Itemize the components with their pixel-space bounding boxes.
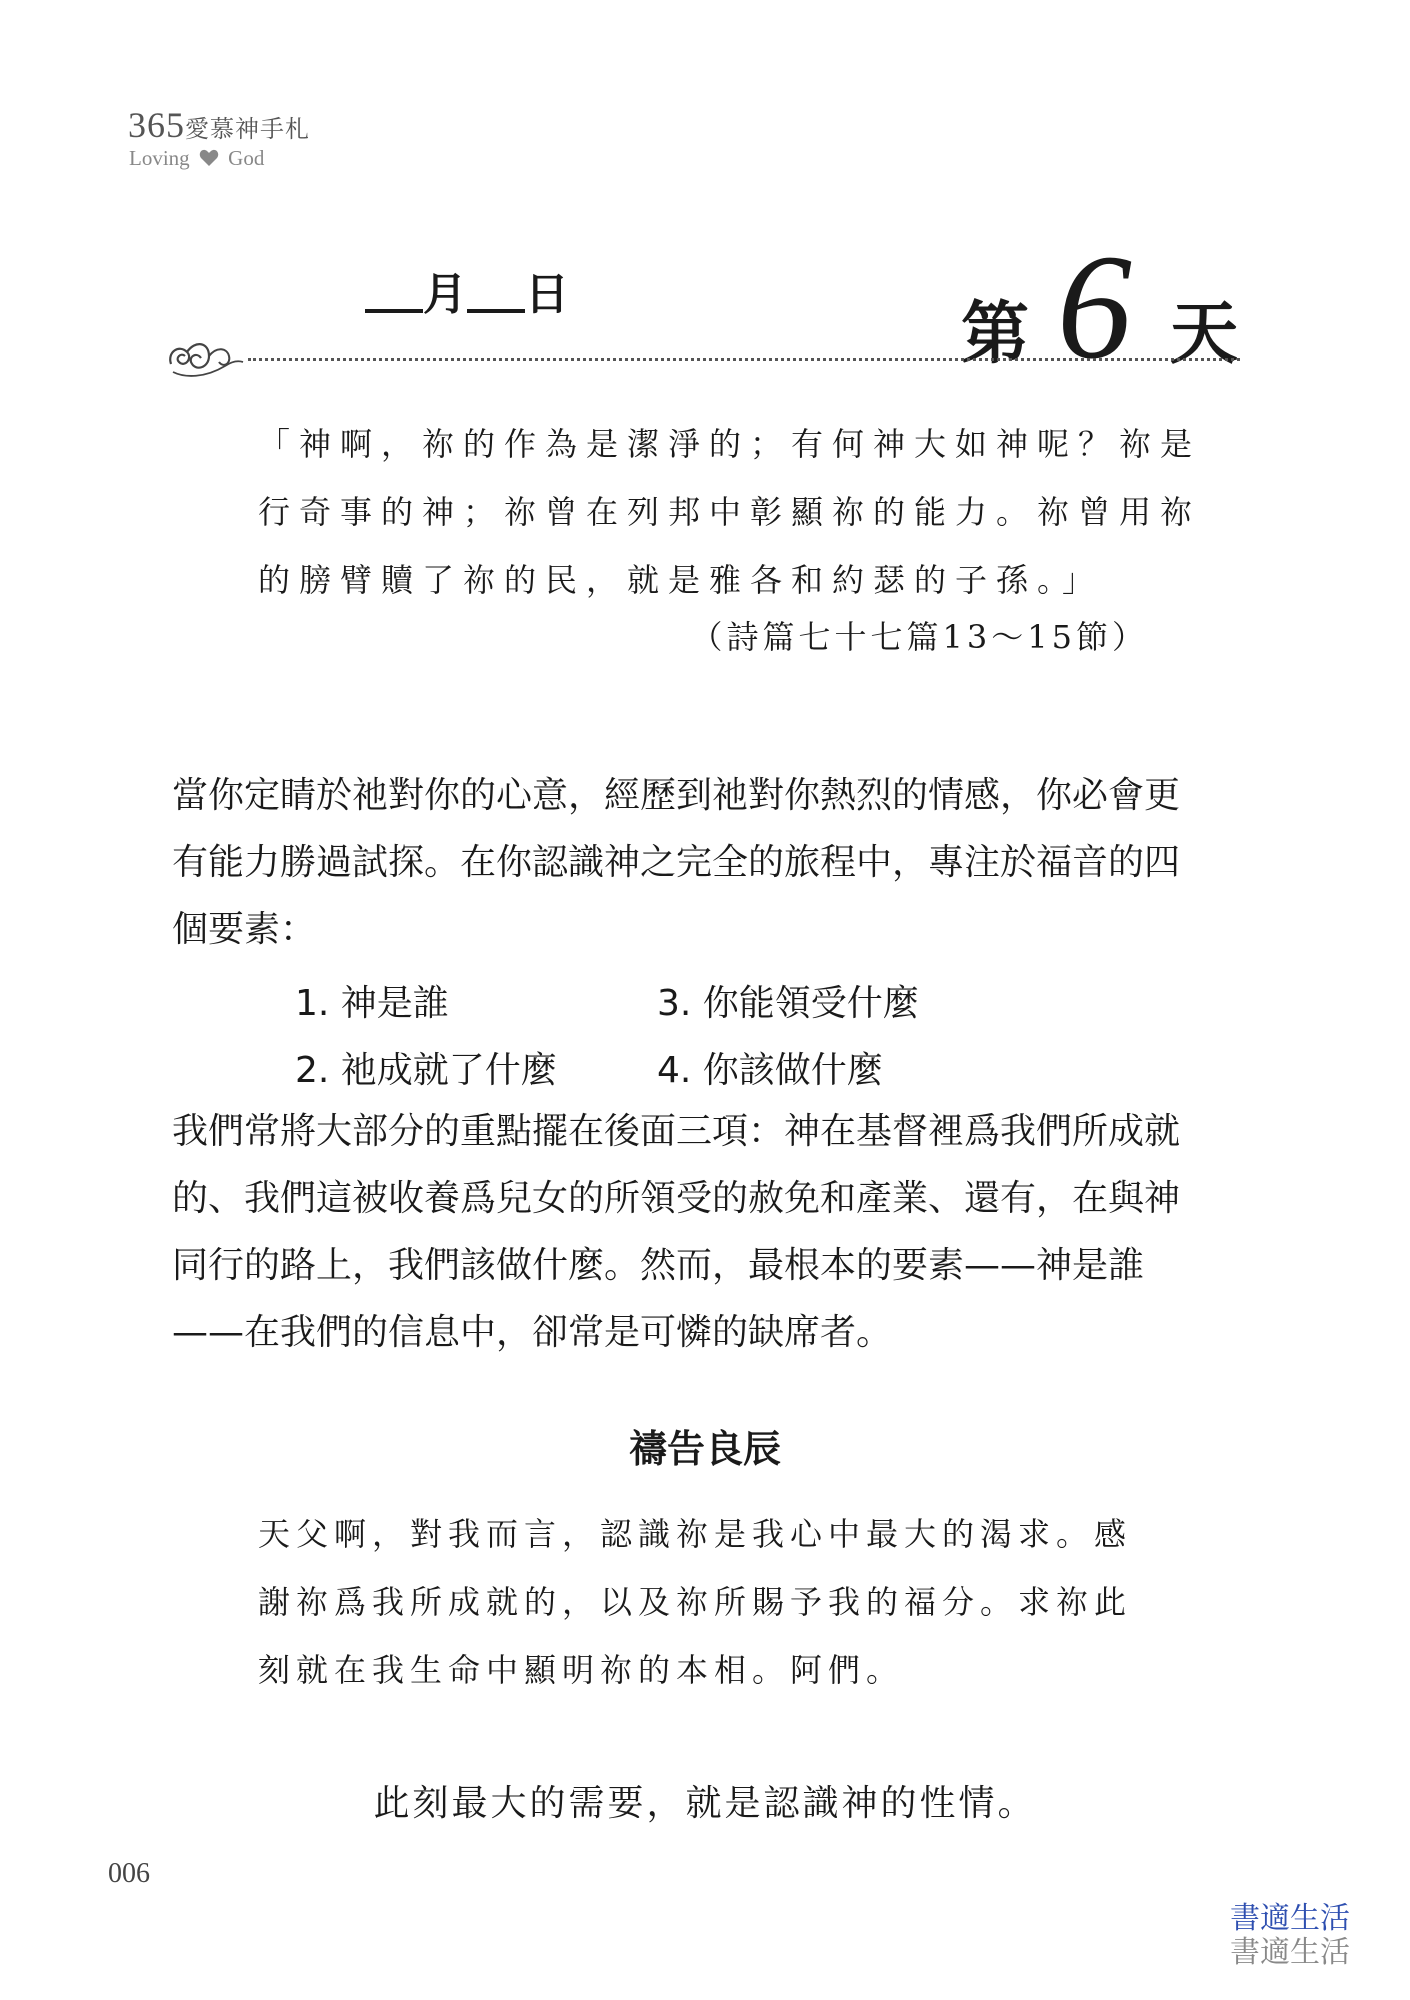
book-title (128, 104, 310, 146)
month-label: 月 (423, 269, 467, 320)
page-number: 006 (108, 1858, 150, 1889)
list-item: 2. 祂成就了什麼 (295, 1050, 557, 1091)
prayer-heading: 禱告良辰 (628, 1427, 781, 1471)
body-line: 有能力勝過試探。在你認識神之完全的旅程中，專注於福音的四 (172, 842, 1181, 883)
watermark-line: 書適生活 (1230, 1901, 1350, 1936)
watermark (1230, 1902, 1350, 1970)
book-subtitle (129, 146, 264, 171)
body-paragraph-main (172, 1098, 1252, 1366)
scripture-line: 行奇事的神；祢曾在列邦中彰顯祢的能力。祢曾用祢 (258, 493, 1202, 531)
day-blank[interactable] (467, 275, 525, 313)
list-item: 1. 神是誰 (295, 983, 449, 1024)
list-item: 3. 你能領受什麼 (657, 983, 919, 1024)
scripture-line: 「神啊，祢的作為是潔淨的；有何神大如神呢？祢是 (258, 425, 1202, 463)
day-label: 日 (525, 269, 569, 320)
body-line: 的、我們這被收養爲兒女的所領受的赦免和產業、還有，在與神 (172, 1178, 1181, 1219)
prayer-line: 刻就在我生命中顯明祢的本相。阿們。 (258, 1651, 905, 1689)
prayer-line: 謝祢爲我所成就的，以及祢所賜予我的福分。求祢此 (258, 1583, 1133, 1621)
body-line: 我們常將大部分的重點擺在後面三項：神在基督裡爲我們所成就 (172, 1111, 1181, 1152)
day-title-suffix: 天 (1169, 294, 1238, 374)
month-blank[interactable] (365, 275, 423, 313)
book-title-number: 365 (128, 105, 185, 145)
scripture-reference: （詩篇七十七篇13～15節） (690, 618, 1148, 656)
day-title-prefix: 第 (960, 294, 1029, 374)
prayer-line: 天父啊，對我而言，認識祢是我心中最大的渴求。感 (258, 1515, 1133, 1553)
scripture-quote (258, 410, 1202, 614)
body-line: 同行的路上，我們該做什麼。然而，最根本的要素——神是誰 (172, 1245, 1145, 1286)
body-line: 個要素： (172, 909, 317, 950)
dotted-divider (248, 358, 1240, 361)
watermark-line: 書適生活 (1230, 1935, 1350, 1970)
scripture-line: 的膀臂贖了祢的民，就是雅各和約瑟的子孫。」 (258, 561, 1104, 599)
body-line: 當你定睛於祂對你的心意，經歷到祂對你熱烈的情感，你必會更 (172, 775, 1181, 816)
body-line: ——在我們的信息中，卻常是可憐的缺席者。 (172, 1312, 893, 1353)
date-fill-in (365, 258, 569, 322)
flourish-ornament-icon (165, 334, 245, 380)
book-title-cn: 愛慕神手札 (185, 115, 310, 143)
day-title-number: 6 (1056, 224, 1132, 390)
subtitle-left: Loving (129, 146, 190, 170)
body-paragraph-intro (172, 762, 1252, 963)
subtitle-right: God (228, 146, 265, 170)
prayer-text (258, 1500, 1158, 1704)
list-item: 4. 你該做什麼 (657, 1050, 883, 1091)
closing-statement: 此刻最大的需要，就是認識神的性情。 (373, 1783, 1037, 1824)
heart-icon (199, 149, 219, 167)
